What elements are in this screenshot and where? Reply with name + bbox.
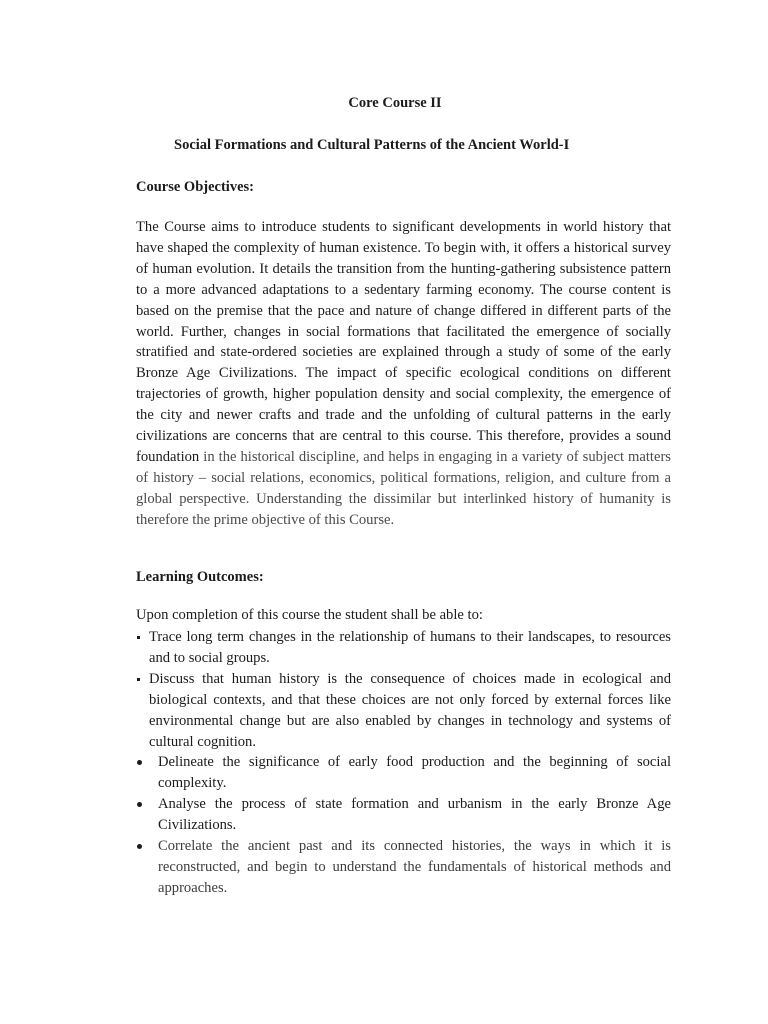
course-subtitle: Social Formations and Cultural Patterns of the Ancient World-I (174, 137, 570, 153)
list-item (136, 794, 671, 836)
outcomes-list (136, 627, 671, 899)
list-item (136, 752, 671, 794)
list-item-text: Trace long term changes in the relationship of humans to their landscapes, to resources and to social groups. (149, 629, 671, 666)
list-item (136, 627, 671, 669)
list-item-text: Delineate the significance of early food production and the beginning of social complexity. (158, 754, 671, 792)
outcomes-heading: Learning Outcomes: (136, 569, 264, 585)
course-title: Core Course II (348, 95, 442, 111)
outcomes-intro: Upon completion of this course the student shall be able to: (136, 607, 483, 623)
list-item-text: Analyse the process of state formation and urbanism in the early Bronze Age Civilizations. (158, 796, 671, 834)
list-item (136, 836, 671, 899)
objectives-paragraph-main: The Course aims to introduce students to significant developments in world history that have shaped the complexity of human existence. To begin with, it offers a historical survey of human evolution. It details the transition from the hunting-gathering subsistence pattern to a more advanced adaptations to a sedentary farming economy. The course content is based on the premise that the pace and nature of change differed in different parts of the world. Further, changes in social formations that facilitated the emergence of socially stratified and state-ordered societies are explained through a study of some of the early Bronze Age Civilizations. The impact of specific ecological conditions on different trajectories of growth, higher population density and social complexity, the emergence of the city and newer crafts and trade and the unfolding of cultural patterns in the early civilizations are concerns that are central to this course. This therefore, provides a sound foundation (136, 219, 671, 465)
list-item-text: Correlate the ancient past and its connected histories, the ways in which it is reconstructed, and begin to understand the fundamentals of historical methods and approaches. (158, 838, 671, 896)
objectives-paragraph-faded: in the historical discipline, and helps in engaging in a variety of subject matters of history – social relations, economics, political formations, religion, and culture from a global perspective. Understanding the dissimilar but interlinked history of humanity is therefore the prime objective of this Course. (136, 448, 671, 528)
list-item-text: Discuss that human history is the consequence of choices made in ecological and biological contexts, and that these choices are not only forced by external forces like environmental change but are also enabled by changes in technology and systems of cultural cognition. (149, 670, 671, 750)
objectives-heading: Course Objectives: (136, 179, 254, 195)
list-item (136, 669, 671, 753)
objectives-paragraph (136, 217, 671, 531)
